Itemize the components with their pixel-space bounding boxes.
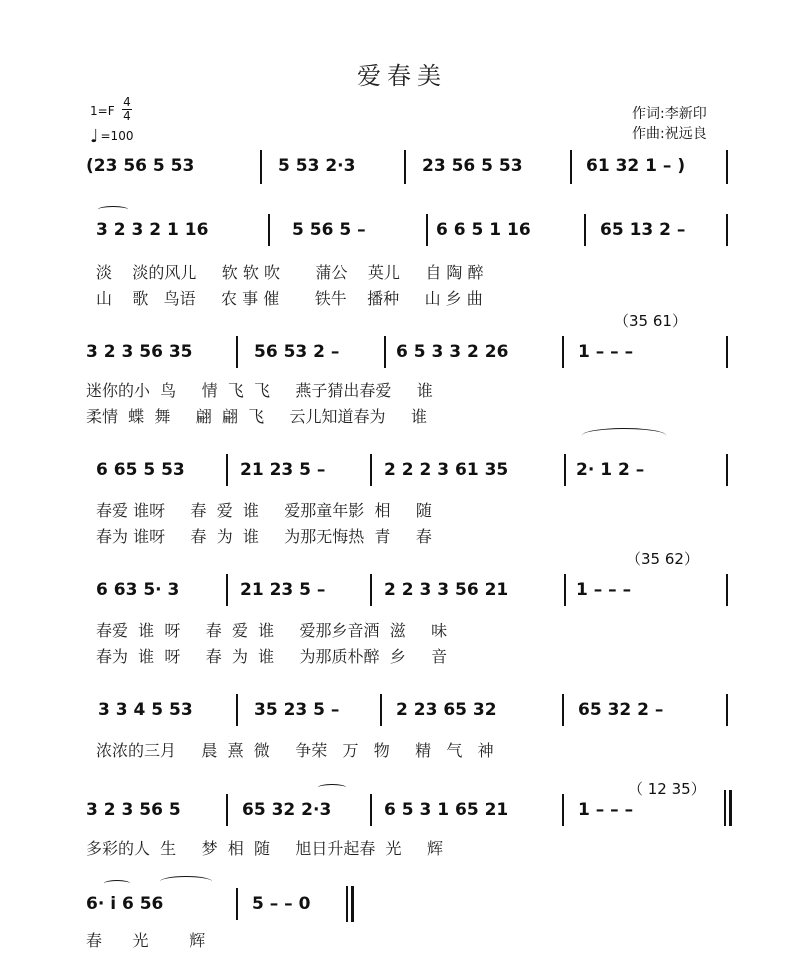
credits — [632, 104, 707, 144]
measure: 2 2 3 3 56 21 — [384, 580, 509, 600]
barline — [726, 454, 728, 486]
intro-phrase: （35 61） — [614, 312, 687, 330]
barline — [726, 574, 728, 606]
measure: 6 63 5· 3 — [96, 580, 180, 600]
measure: 1 – – – — [576, 580, 632, 600]
barline — [384, 336, 386, 368]
barline — [570, 150, 572, 184]
barline — [404, 150, 406, 184]
measure: 65 32 2 – — [578, 700, 664, 720]
composer-credit: 作曲:祝远良 — [632, 126, 707, 142]
barline — [726, 694, 728, 726]
time-signature — [122, 96, 132, 123]
final-barline-thick — [351, 886, 354, 922]
barline — [236, 888, 238, 920]
barline — [562, 794, 564, 826]
measure: 65 13 2 – — [600, 220, 686, 240]
slur — [160, 876, 212, 887]
lyric-line: 山 歌 鸟语 农 事 催 铁牛 播种 山 乡 曲 — [96, 289, 483, 308]
lyric-line: 淡 淡的风儿 软 软 吹 蒲公 英儿 自 陶 醉 — [96, 263, 484, 282]
quarter-note-icon: ♩ — [90, 126, 99, 147]
lyric-line: 春 光 辉 — [86, 931, 206, 950]
measure: 5 56 5 – — [292, 220, 366, 240]
final-barline — [346, 886, 348, 922]
measure: 1 – – – — [578, 800, 634, 820]
measure: 2· 1 2 – — [576, 460, 645, 480]
lyric-line: 春爱 谁 呀 春 爱 谁 爱那乡音酒 滋 味 — [96, 621, 448, 640]
measure: 5 – – 0 — [252, 894, 311, 914]
slur — [104, 880, 130, 887]
lyric-line: 春为 谁 呀 春 为 谁 为那质朴醉 乡 音 — [96, 647, 448, 666]
lyric-line: 柔情 蝶 舞 翩 翩 飞 云儿知道春为 谁 — [86, 407, 427, 426]
measure: 6 5 3 3 2 26 — [396, 342, 509, 362]
slur — [318, 784, 346, 791]
barline — [562, 336, 564, 368]
barline — [260, 150, 262, 184]
lyricist-credit: 作词:李新印 — [632, 106, 707, 122]
measure: 1 – – – — [578, 342, 634, 362]
barline — [426, 214, 428, 246]
lyric-line: 春为 谁呀 春 为 谁 为那无悔热 青 春 — [96, 527, 432, 546]
barline — [726, 336, 728, 368]
tempo-value: =100 — [100, 129, 134, 143]
barline — [268, 214, 270, 246]
barline — [584, 214, 586, 246]
measure: 56 53 2 – — [254, 342, 340, 362]
key-signature: 1=F — [90, 104, 115, 118]
measure: 6 5 3 1 65 21 — [384, 800, 509, 820]
lyric-line: 多彩的人 生 梦 相 随 旭日升起春 光 辉 — [86, 839, 443, 858]
barline — [236, 336, 238, 368]
lyric-line: 春爱 谁呀 春 爱 谁 爱那童年影 相 随 — [96, 501, 432, 520]
measure: 5 53 2·3 — [278, 156, 356, 176]
measure: 3 2 3 2 1 16 — [96, 220, 209, 240]
measure: 65 32 2·3 — [242, 800, 332, 820]
measure: (23 56 5 53 — [86, 156, 195, 176]
time-signature-bottom: 4 — [123, 109, 131, 123]
measure: 21 23 5 – — [240, 460, 326, 480]
barline — [562, 694, 564, 726]
measure: 2 2 2 3 61 35 — [384, 460, 509, 480]
barline — [226, 794, 228, 826]
measure: 61 32 1 – ) — [586, 156, 686, 176]
repeat-barline-thick — [729, 790, 732, 826]
barline — [370, 454, 372, 486]
barline — [226, 454, 228, 486]
measure: 2 23 65 32 — [396, 700, 497, 720]
barline — [564, 454, 566, 486]
barline — [226, 574, 228, 606]
barline — [380, 694, 382, 726]
barline — [726, 214, 728, 246]
lyric-line: 迷你的小 鸟 情 飞 飞 燕子猜出春爱 谁 — [86, 381, 433, 400]
repeat-barline — [724, 790, 726, 826]
measure: 3 3 4 5 53 — [98, 700, 193, 720]
song-title: 爱春美 — [357, 62, 447, 90]
intro-phrase: （35 62） — [626, 550, 699, 568]
measure: 6 6 5 1 16 — [436, 220, 531, 240]
barline — [370, 794, 372, 826]
measure: 6· i 6 56 — [86, 894, 164, 914]
slur — [582, 428, 666, 443]
tempo-marking — [90, 126, 133, 147]
slur — [98, 206, 128, 213]
lyric-line: 浓浓的三月 晨 熹 微 争荣 万 物 精 气 神 — [96, 741, 494, 760]
measure: 6 65 5 53 — [96, 460, 185, 480]
time-signature-top: 4 — [123, 95, 131, 109]
barline — [370, 574, 372, 606]
barline — [236, 694, 238, 726]
measure: 3 2 3 56 35 — [86, 342, 193, 362]
barline — [564, 574, 566, 606]
intro-phrase: （ 12 35） — [628, 780, 706, 798]
measure: 21 23 5 – — [240, 580, 326, 600]
measure: 35 23 5 – — [254, 700, 340, 720]
barline — [726, 150, 728, 184]
measure: 23 56 5 53 — [422, 156, 523, 176]
measure: 3 2 3 56 5 — [86, 800, 181, 820]
